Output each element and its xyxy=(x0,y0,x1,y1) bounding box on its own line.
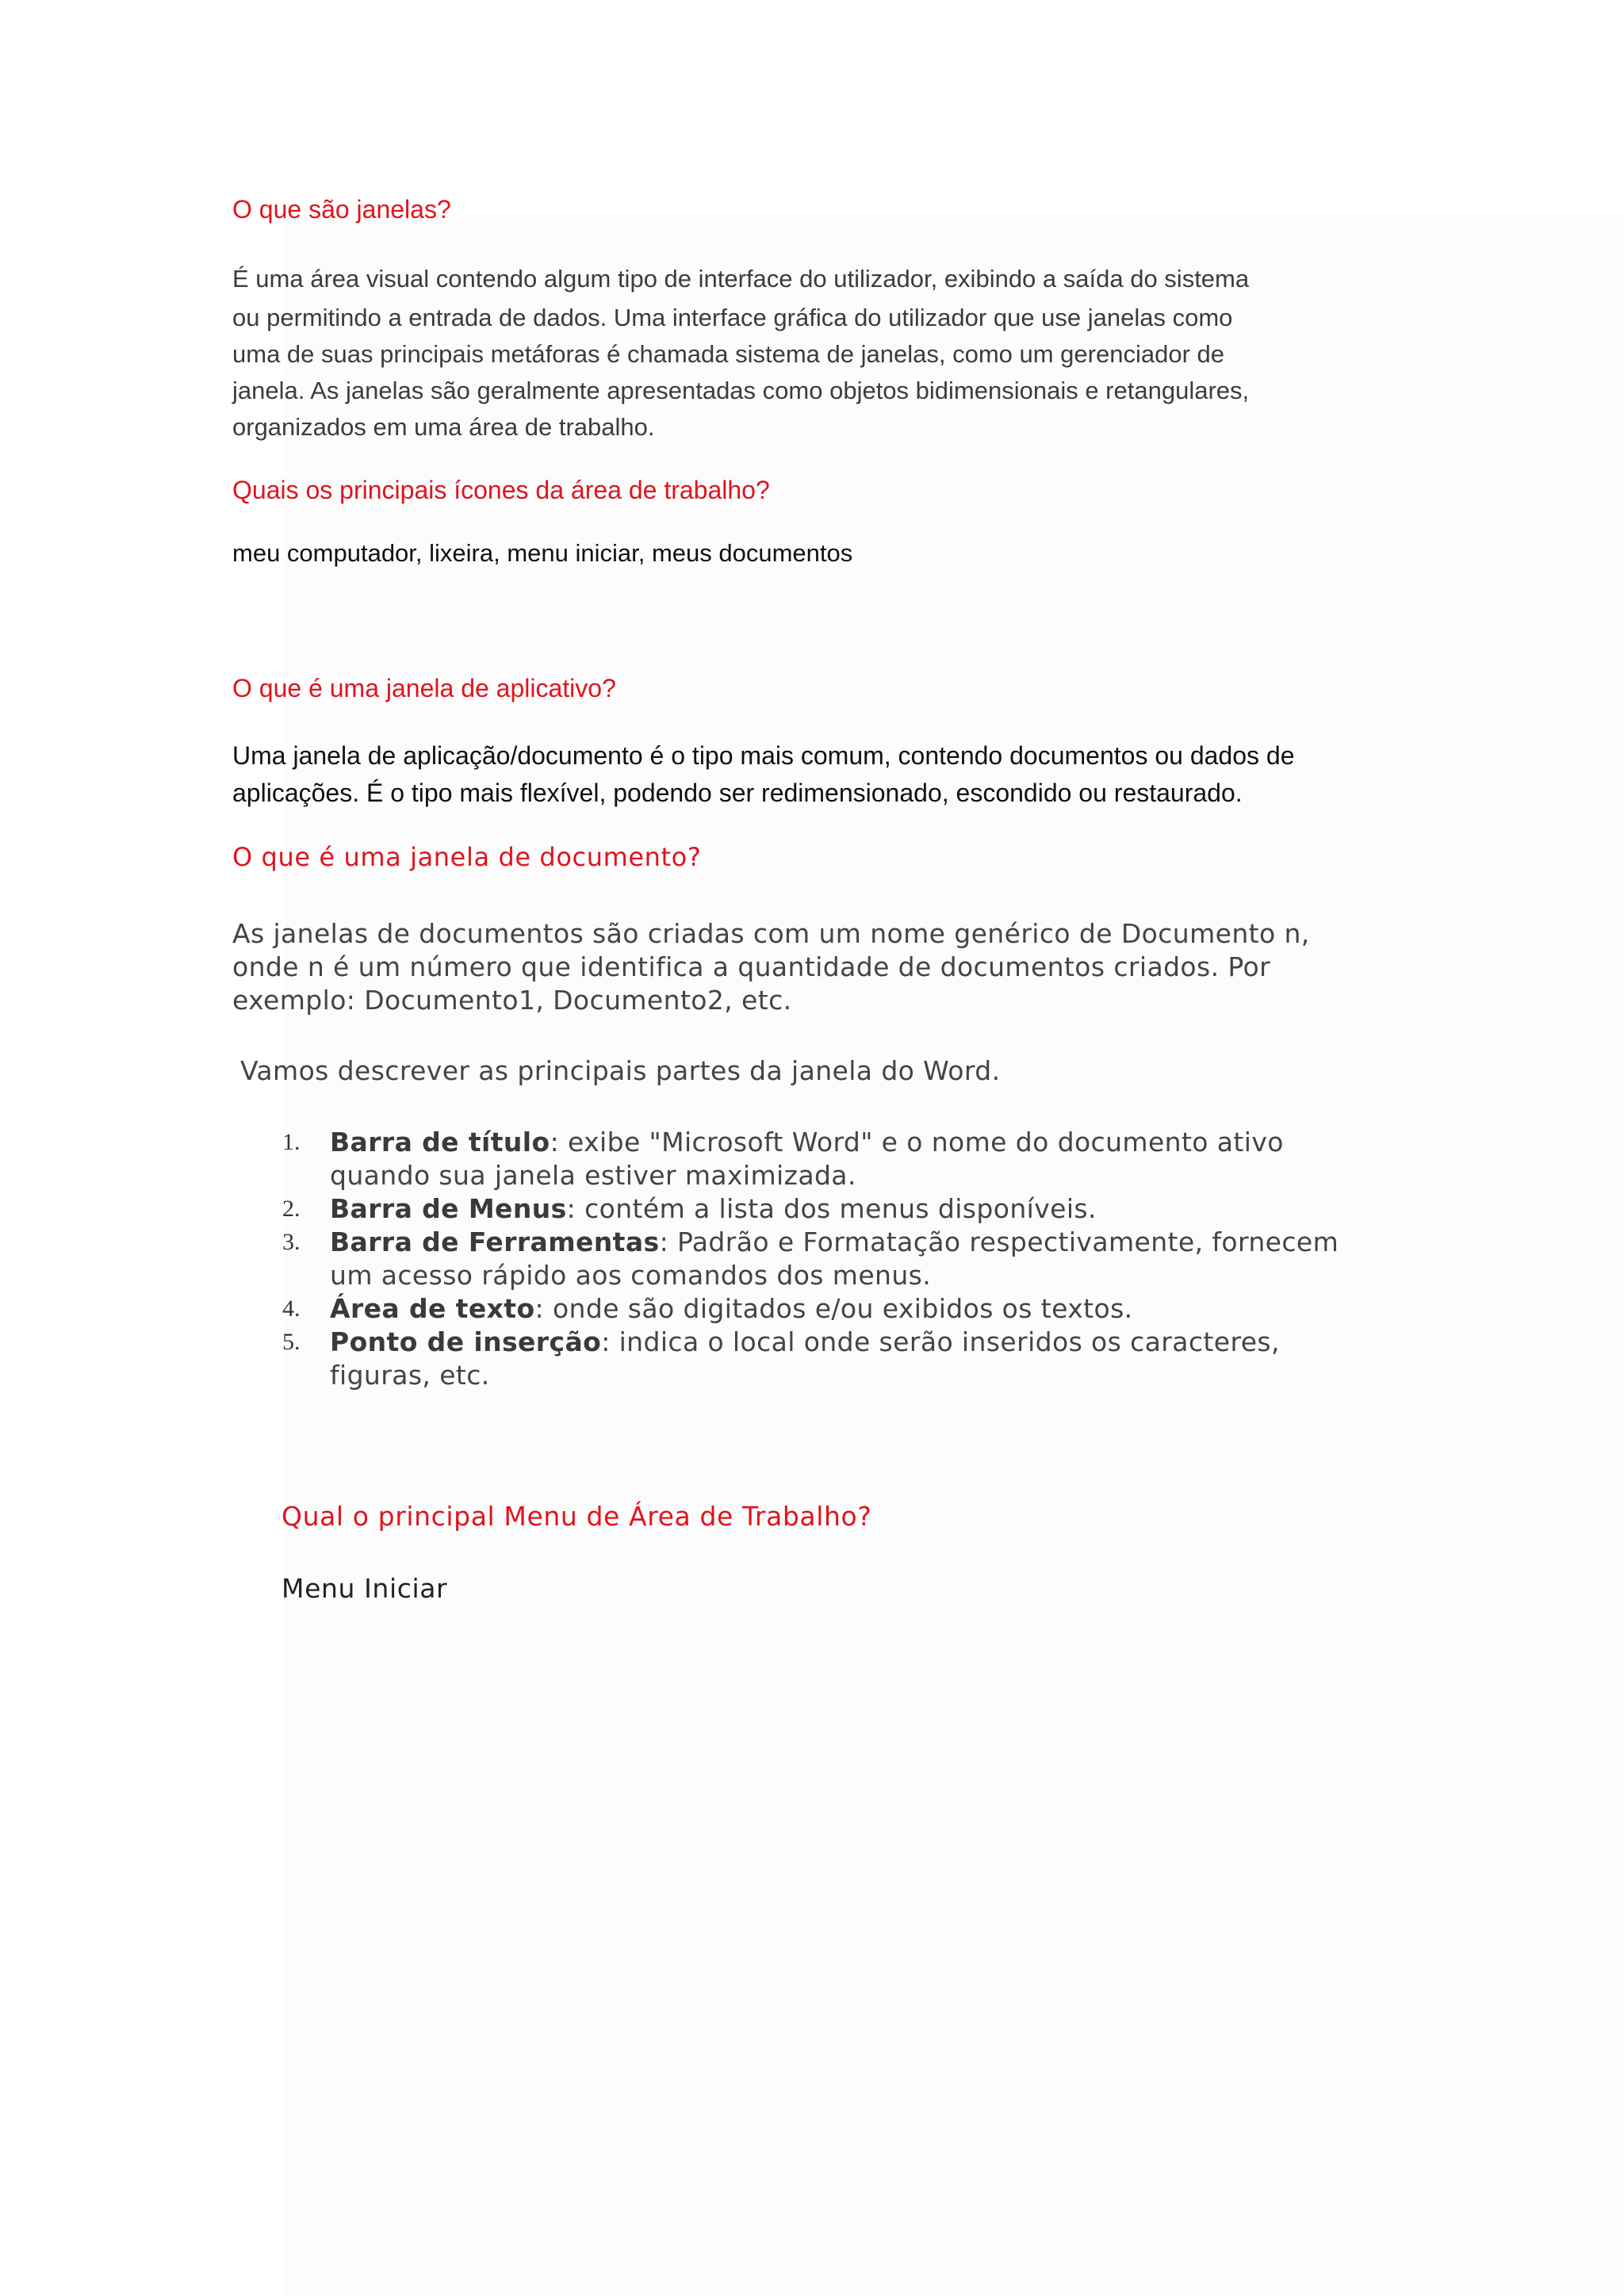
paragraph-line: janela. As janelas são geralmente apresentadas como objetos bidimensionais e retangulares, xyxy=(232,377,1250,404)
heading-janela-aplicativo: O que é uma janela de aplicativo? xyxy=(232,674,616,702)
list-term: Barra de Menus xyxy=(330,1193,567,1224)
list-desc: : contém a lista dos menus disponíveis. xyxy=(566,1193,1097,1224)
paragraph-line: exemplo: Documento1, Documento2, etc. xyxy=(232,985,792,1016)
list-term: Ponto de inserção xyxy=(330,1326,602,1357)
list-desc: : indica o local onde serão inseridos os caracteres, xyxy=(601,1326,1280,1357)
list-item xyxy=(330,1326,1280,1357)
list-item xyxy=(330,1293,1133,1324)
heading-menu-principal: Qual o principal Menu de Área de Trabalho? xyxy=(282,1501,872,1532)
answer-icones: meu computador, lixeira, menu iniciar, meus documentos xyxy=(232,539,853,567)
heading-janelas: O que são janelas? xyxy=(232,195,451,224)
list-item xyxy=(330,1127,1284,1158)
list-term: Barra de título xyxy=(330,1127,550,1158)
paragraph-line: ou permitindo a entrada de dados. Uma interface gráfica do utilizador que use janelas como xyxy=(232,304,1233,331)
list-number: 5. xyxy=(282,1329,301,1355)
paragraph-line: onde n é um número que identifica a quantidade de documentos criados. Por xyxy=(232,951,1271,982)
list-number: 3. xyxy=(282,1229,301,1255)
paragraph-line: organizados em uma área de trabalho. xyxy=(232,413,655,441)
list-item-continuation: um acesso rápido aos comandos dos menus. xyxy=(330,1260,932,1291)
list-number: 1. xyxy=(282,1129,301,1155)
list-desc: : onde são digitados e/ou exibidos os textos. xyxy=(534,1293,1133,1324)
list-term: Barra de Ferramentas xyxy=(330,1226,660,1257)
list-item xyxy=(330,1193,1097,1224)
heading-icones: Quais os principais ícones da área de trabalho? xyxy=(232,476,770,504)
paragraph-line: Uma janela de aplicação/documento é o tipo mais comum, contendo documentos ou dados de xyxy=(232,741,1295,770)
list-number: 4. xyxy=(282,1295,301,1322)
list-item-continuation: quando sua janela estiver maximizada. xyxy=(330,1160,856,1191)
answer-menu-principal: Menu Iniciar xyxy=(282,1573,448,1604)
list-desc: : exibe "Microsoft Word" e o nome do documento ativo xyxy=(550,1127,1284,1158)
list-intro: Vamos descrever as principais partes da janela do Word. xyxy=(240,1055,1001,1086)
list-number: 2. xyxy=(282,1196,301,1222)
paragraph-line: aplicações. É o tipo mais flexível, podendo ser redimensionado, escondido ou restaurado. xyxy=(232,779,1243,807)
list-term: Área de texto xyxy=(330,1293,535,1324)
list-desc: : Padrão e Formatação respectivamente, fornecem xyxy=(659,1226,1339,1257)
list-item xyxy=(330,1226,1339,1257)
paragraph-line: As janelas de documentos são criadas com um nome genérico de Documento n, xyxy=(232,918,1310,949)
paragraph-line: É uma área visual contendo algum tipo de interface do utilizador, exibindo a saída do sistema xyxy=(232,265,1250,293)
heading-janela-documento: O que é uma janela de documento? xyxy=(232,842,702,872)
paragraph-line: uma de suas principais metáforas é chamada sistema de janelas, como um gerenciador de xyxy=(232,340,1224,368)
list-item-continuation: figuras, etc. xyxy=(330,1360,490,1391)
